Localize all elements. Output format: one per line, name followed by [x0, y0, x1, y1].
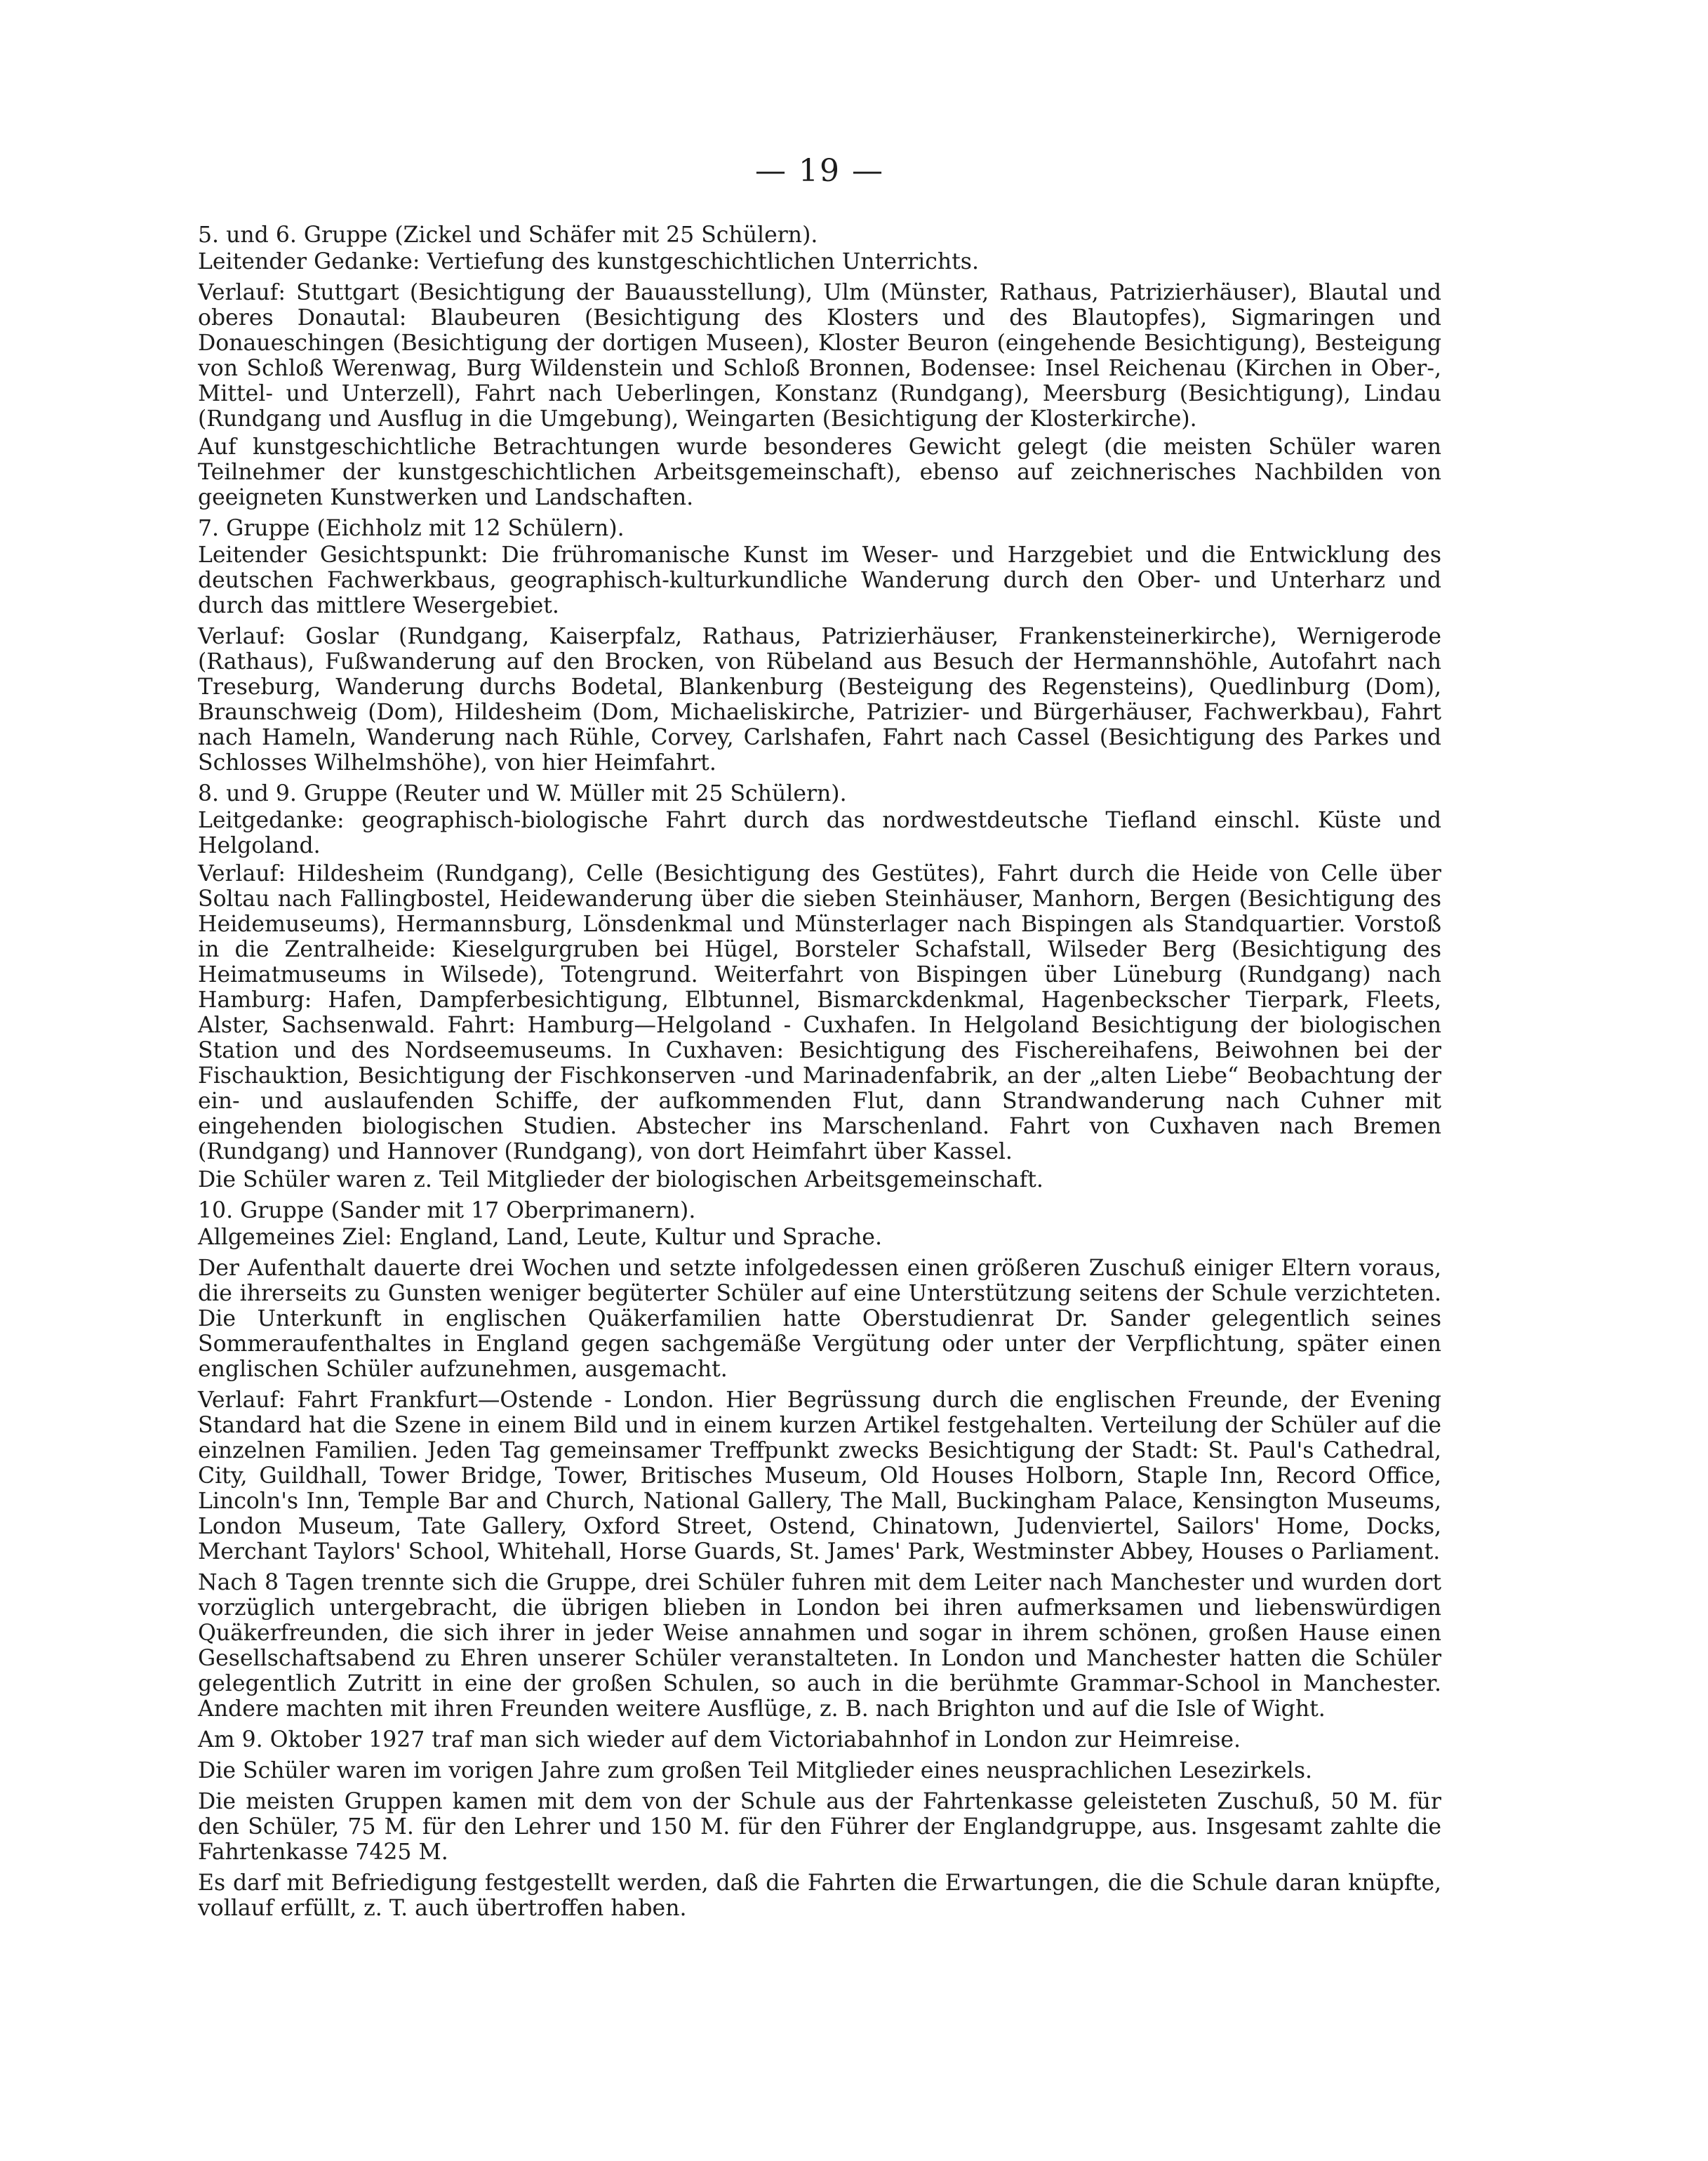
body-text [198, 222, 1441, 1921]
group-10-itinerary: Verlauf: Fahrt Frankfurt—Ostende - London. Hier Begrüssung durch die englischen Freunde, der Evening Standard hat die Szene in einem Bild und in einem kurzen Artikel festgehalten. Verteilung der Schüler auf die einzelnen Familien. Jeden Tag gemeinsamer Treffpunkt zwecks Besichtigung der Stadt: St. Paul's Cathedral, City, Guildhall, Tower Bridge, Tower, Britisches Museum, Old Houses Holborn, Staple Inn, Record Office, Lincoln's Inn, Temple Bar and Church, National Gallery, The Mall, Buckingham Palace, Kensington Museums, London Museum, Tate Gallery, Oxford Street, Ostend, Chinatown, Judenviertel, Sailors' Home, Docks, Merchant Taylors' School, Whitehall, Horse Guards, St. James' Park, Westminster Abbey, Houses o Parliament. [198, 1388, 1441, 1564]
group-5-6-theme: Leitender Gedanke: Vertiefung des kunstgeschichtlichen Unterrichts. [198, 249, 979, 274]
group-10-return: Am 9. Oktober 1927 traf man sich wieder auf dem Victoriabahnhof in London zur Heimreise. [198, 1727, 1241, 1753]
group-5-6-heading: 5. und 6. Gruppe (Zickel und Schäfer mit 25 Schülern). [198, 222, 818, 248]
group-5-6-note: Auf kunstgeschichtliche Betrachtungen wurde besonderes Gewicht gelegt (die meisten Schüler waren Teilnehmer der kunstgeschichtlichen Arbeitsgemeinschaft), ebenso auf zeichnerisches Nachbilden von geeigneten Kunstwerken und Landschaften. [198, 434, 1441, 510]
group-10-note: Die Schüler waren im vorigen Jahre zum großen Teil Mitglieder eines neusprachlichen Lesezirkels. [198, 1758, 1313, 1783]
group-10-heading: 10. Gruppe (Sander mit 17 Oberprimanern). [198, 1198, 696, 1223]
group-8-9-itinerary: Verlauf: Hildesheim (Rundgang), Celle (Besichtigung des Gestütes), Fahrt durch die Heide von Celle über Soltau nach Fallingbostel, Heidewanderung über die sieben Steinhäuser, Manhorn, Bergen (Besichtigung des Heidemuseums), Hermannsburg, Lönsdenkmal und Münsterlager nach Bispingen als Standquartier. Vorstoß in die Zentralheide: Kieselgurgruben bei Hügel, Borsteler Schafstall, Wilseder Berg (Besichtigung des Heimatmuseums in Wilsede), Totengrund. Weiterfahrt von Bispingen über Lüneburg (Rundgang) nach Hamburg: Hafen, Dampferbesichtigung, Elbtunnel, Bismarckdenkmal, Hagenbeckscher Tierpark, Fleets, Alster, Sachsenwald. Fahrt: Hamburg—Helgoland - Cuxhafen. In Helgoland Besichtigung der biologischen Station und des Nordseemuseums. In Cuxhaven: Besichtigung des Fischereihafens, Beiwohnen bei der Fischauktion, Besichtigung der Fischkonserven -und Marinadenfabrik, an der „alten Liebe“ Beobachtung der ein- und auslaufenden Schiffe, der aufkommenden Flut, dann Strandwanderung nach Cuhner mit eingehenden biologischen Studien. Abstecher ins Marschenland. Fahrt von Cuxhaven nach Bremen (Rundgang) und Hannover (Rundgang), von dort Heimfahrt über Kassel. [198, 861, 1441, 1164]
group-7-theme: Leitender Gesichtspunkt: Die frühromanische Kunst im Weser- und Harzgebiet und die Entwicklung des deutschen Fachwerkbaus, geographisch-kulturkundliche Wanderung durch den Ober- und Unterharz und durch das mittlere Wesergebiet. [198, 543, 1441, 618]
group-5-6-itinerary: Verlauf: Stuttgart (Besichtigung der Bauausstellung), Ulm (Münster, Rathaus, Patrizierhäuser), Blautal und oberes Donautal: Blaubeuren (Besichtigung des Klosters und des Blautopfes), Sigmaringen und Donaueschingen (Besichtigung der dortigen Museen), Kloster Beuron (eingehende Besichtigung), Besteigung von Schloß Werenwag, Burg Wildenstein und Schloß Bronnen, Bodensee: Insel Reichenau (Kirchen in Ober-, Mittel- und Unterzell), Fahrt nach Ueberlingen, Konstanz (Rundgang), Meersburg (Besichtigung), Lindau (Rundgang und Ausflug in die Umgebung), Weingarten (Besichtigung der Klosterkirche). [198, 280, 1441, 432]
group-10-stay: Der Aufenthalt dauerte drei Wochen und setzte infolgedessen einen größeren Zuschuß einiger Eltern voraus, die ihrerseits zu Gunsten weniger begüterter Schüler auf eine Unterstützung seitens der Schule verzichteten. Die Unterkunft in englischen Quäkerfamilien hatte Oberstudienrat Dr. Sander gelegentlich seines Sommeraufenthaltes in England gegen sachgemäße Vergütung oder unter der Verpflichtung, später einen englischen Schüler aufzunehmen, ausgemacht. [198, 1256, 1441, 1382]
group-7-heading: 7. Gruppe (Eichholz mit 12 Schülern). [198, 516, 625, 541]
closing-paragraph: Es darf mit Befriedigung festgestellt werden, daß die Fahrten die Erwartungen, die die Schule daran knüpfte, vollauf erfüllt, z. T. auch übertroffen haben. [198, 1870, 1441, 1921]
group-10-goal: Allgemeines Ziel: England, Land, Leute, Kultur und Sprache. [198, 1225, 882, 1250]
funding-paragraph: Die meisten Gruppen kamen mit dem von der Schule aus der Fahrtenkasse geleisteten Zuschuß, 50 M. für den Schüler, 75 M. für den Lehrer und 150 M. für den Führer der Englandgruppe, aus. Insgesamt zahlte die Fahrtenkasse 7425 M. [198, 1789, 1441, 1865]
group-8-9-heading: 8. und 9. Gruppe (Reuter und W. Müller mit 25 Schülern). [198, 781, 847, 806]
page-number: — 19 — [755, 153, 884, 189]
group-7-itinerary: Verlauf: Goslar (Rundgang, Kaiserpfalz, Rathaus, Patrizierhäuser, Frankensteinerkirche), Wernigerode (Rathaus), Fußwanderung auf den Brocken, von Rübeland aus Besuch der Hermannshöhle, Autofahrt nach Treseburg, Wanderung durchs Bodetal, Blankenburg (Besteigung des Regensteins), Quedlinburg (Dom), Braunschweig (Dom), Hildesheim (Dom, Michaeliskirche, Patrizier- und Bürgerhäuser, Fachwerkbau), Fahrt nach Hameln, Wanderung nach Rühle, Corvey, Carlshafen, Fahrt nach Cassel (Besichtigung des Parkes und Schlosses Wilhelmshöhe), von hier Heimfahrt. [198, 624, 1441, 776]
group-8-9-note: Die Schüler waren z. Teil Mitglieder der biologischen Arbeitsgemeinschaft. [198, 1167, 1043, 1192]
group-8-9-theme: Leitgedanke: geographisch-biologische Fahrt durch das nordwestdeutsche Tiefland einschl. Küste und Helgoland. [198, 808, 1441, 858]
group-10-later-weeks: Nach 8 Tagen trennte sich die Gruppe, drei Schüler fuhren mit dem Leiter nach Manchester und wurden dort vorzüglich untergebracht, die übrigen blieben in London bei ihren aufmerksamen und liebenswürdigen Quäkerfreunden, die sich ihrer in jeder Weise annahmen und sogar in ihrem schönen, großen Hause einen Gesellschaftsabend zu Ehren unserer Schüler veranstalteten. In London und Manchester hatten die Schüler gelegentlich Zutritt in eine der großen Schulen, so auch in die berühmte Grammar-School in Manchester. Andere machten mit ihren Freunden weitere Ausflüge, z. B. nach Brighton und auf die Isle of Wight. [198, 1570, 1441, 1722]
